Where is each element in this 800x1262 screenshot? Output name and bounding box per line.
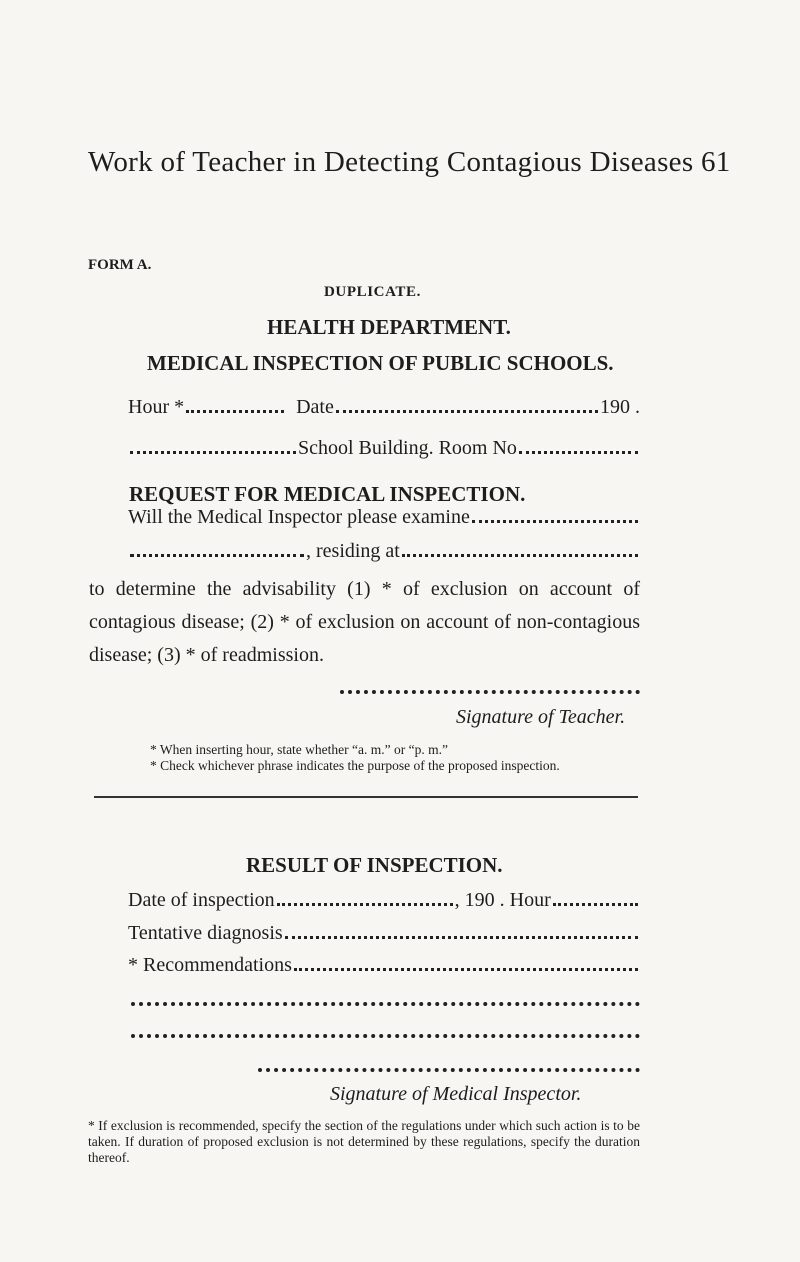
recommendations-label: * Recommendations [128, 954, 292, 976]
inspection-date-line [128, 889, 640, 912]
date-label: Date [296, 396, 334, 418]
recommendations-line-2[interactable] [131, 1002, 640, 1006]
form-label: FORM A. [88, 257, 152, 273]
inspection-year-hour-label: , 190 . Hour [454, 889, 551, 911]
recommendations-field[interactable] [294, 968, 638, 971]
inspector-signature-line[interactable] [258, 1068, 640, 1072]
inspection-date-field[interactable] [277, 903, 453, 906]
heading-department: HEALTH DEPARTMENT. [267, 315, 511, 339]
school-building-label: School Building. Room No [298, 437, 517, 459]
inspection-hour-field[interactable] [553, 903, 638, 906]
examine-label: Will the Medical Inspector please examine [128, 506, 470, 528]
note-check: * Check whichever phrase indicates the purpose of the proposed inspection. [150, 758, 560, 773]
diagnosis-label: Tentative diagnosis [128, 922, 283, 944]
hour-field[interactable] [186, 410, 284, 413]
diagnosis-field[interactable] [285, 936, 638, 939]
note-hour: * When inserting hour, state whether “a. m.” or “p. m.” [150, 742, 448, 757]
result-heading: RESULT OF INSPECTION. [246, 853, 503, 877]
heading-inspection: MEDICAL INSPECTION OF PUBLIC SCHOOLS. [147, 351, 614, 375]
request-heading: REQUEST FOR MEDICAL INSPECTION. [129, 482, 526, 506]
residing-line [128, 540, 640, 563]
examine-field[interactable] [472, 520, 638, 523]
duplicate-label: DUPLICATE. [324, 284, 421, 300]
teacher-signature-line[interactable] [340, 690, 640, 694]
purpose-paragraph: to determine the advisability (1) * of exclusion on account of contagious disease; (2) * of exclusion on account of non-contagious disease; (3) * of readmission. [89, 578, 640, 666]
running-head: Work of Teacher in Detecting Contagious Diseases 61 [88, 146, 731, 178]
hour-date-line [128, 396, 640, 419]
recommendations-line-3[interactable] [131, 1034, 640, 1038]
school-field[interactable] [130, 451, 296, 454]
year-label: 190 . [600, 396, 640, 418]
footnote: * If exclusion is recommended, specify the section of the regulations under which such action is to be taken. If duration of proposed exclusion is not determined by these regulations, specify the duration thereof. [88, 1118, 640, 1165]
teacher-signature-label: Signature of Teacher. [456, 706, 626, 728]
inspection-date-label: Date of inspection [128, 889, 275, 911]
divider-rule [94, 796, 638, 798]
residing-field[interactable] [402, 554, 638, 557]
recommendations-line [128, 954, 640, 977]
name-field[interactable] [130, 554, 304, 557]
room-field[interactable] [519, 451, 638, 454]
residing-label: , residing at [306, 540, 400, 562]
hour-label: Hour * [128, 396, 185, 418]
diagnosis-line [128, 922, 640, 945]
school-line [128, 437, 640, 460]
inspector-signature-label: Signature of Medical Inspector. [330, 1083, 582, 1105]
examine-line [128, 506, 640, 529]
date-field[interactable] [336, 410, 598, 413]
